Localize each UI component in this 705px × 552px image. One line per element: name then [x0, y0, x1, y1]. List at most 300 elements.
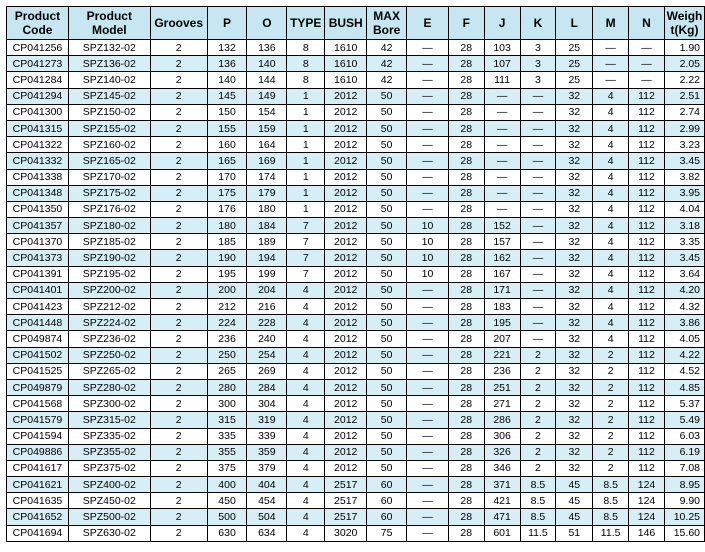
table-cell: 304 — [247, 396, 287, 412]
table-cell: 159 — [247, 120, 287, 136]
table-cell: 355 — [207, 444, 247, 460]
table-cell: 50 — [367, 234, 407, 250]
table-cell: 4 — [287, 347, 325, 363]
table-cell: — — [407, 347, 449, 363]
table-cell: 2 — [520, 460, 556, 476]
table-cell: 1 — [287, 153, 325, 169]
table-cell: 1 — [287, 169, 325, 185]
table-cell: 2 — [150, 379, 207, 395]
table-cell: 4 — [593, 185, 629, 201]
table-cell: 3.23 — [664, 137, 704, 153]
table-cell: 112 — [629, 460, 665, 476]
table-cell: 4 — [287, 412, 325, 428]
table-cell: 145 — [207, 88, 247, 104]
table-row — [7, 493, 705, 509]
table-cell: 1610 — [325, 40, 367, 56]
table-cell: 50 — [367, 444, 407, 460]
table-cell: 2012 — [325, 153, 367, 169]
table-cell: — — [520, 169, 556, 185]
table-cell: — — [520, 153, 556, 169]
table-cell: 50 — [367, 250, 407, 266]
column-header — [68, 7, 150, 40]
table-cell: 4 — [287, 444, 325, 460]
table-cell: 240 — [247, 331, 287, 347]
table-cell: 2012 — [325, 282, 367, 298]
table-cell: 112 — [629, 88, 665, 104]
table-cell: 10 — [407, 250, 449, 266]
table-cell: — — [484, 104, 520, 120]
table-cell: — — [407, 88, 449, 104]
table-cell: — — [407, 460, 449, 476]
table-row — [7, 460, 705, 476]
table-cell: 2012 — [325, 185, 367, 201]
table-cell: 50 — [367, 363, 407, 379]
table-cell: SPZ400-02 — [68, 477, 150, 493]
table-cell: 28 — [448, 169, 484, 185]
table-cell: 195 — [484, 315, 520, 331]
table-cell: 8.5 — [520, 493, 556, 509]
table-cell: — — [520, 137, 556, 153]
table-cell: 32 — [556, 460, 593, 476]
table-cell: 112 — [629, 169, 665, 185]
table-cell: 50 — [367, 379, 407, 395]
table-cell: SPZ200-02 — [68, 282, 150, 298]
table-row — [7, 363, 705, 379]
table-cell: 194 — [247, 250, 287, 266]
table-cell: 28 — [448, 104, 484, 120]
table-cell: 2 — [520, 347, 556, 363]
table-cell: 271 — [484, 396, 520, 412]
table-cell: — — [520, 88, 556, 104]
table-cell: 1 — [287, 201, 325, 217]
column-header-line: TYPE — [290, 16, 322, 30]
table-cell: 2012 — [325, 331, 367, 347]
table-cell: 2.74 — [664, 104, 704, 120]
table-cell: 175 — [207, 185, 247, 201]
table-cell: 2012 — [325, 444, 367, 460]
column-header-line: MAX — [373, 9, 400, 23]
table-cell: — — [484, 137, 520, 153]
table-cell: 2012 — [325, 428, 367, 444]
table-cell: 265 — [207, 363, 247, 379]
table-cell: 5.37 — [664, 396, 704, 412]
table-cell: 28 — [448, 493, 484, 509]
table-cell: 2012 — [325, 412, 367, 428]
table-cell: 32 — [556, 363, 593, 379]
table-cell: 4 — [593, 299, 629, 315]
table-cell: 157 — [484, 234, 520, 250]
table-cell: 28 — [448, 40, 484, 56]
table-cell: 28 — [448, 428, 484, 444]
table-row — [7, 412, 705, 428]
table-cell: — — [407, 282, 449, 298]
table-body — [7, 40, 705, 542]
column-header-line: BUSH — [328, 16, 363, 30]
table-cell: 150 — [207, 104, 247, 120]
table-cell: 326 — [484, 444, 520, 460]
table-row — [7, 315, 705, 331]
table-cell: CP041423 — [7, 299, 69, 315]
table-cell: 2 — [150, 299, 207, 315]
table-cell: 10 — [407, 234, 449, 250]
table-cell: 2 — [150, 104, 207, 120]
table-cell: 4 — [287, 379, 325, 395]
table-cell: 50 — [367, 185, 407, 201]
table-cell: 107 — [484, 56, 520, 72]
table-cell: SPZ140-02 — [68, 72, 150, 88]
table-cell: — — [407, 444, 449, 460]
table-cell: 2 — [150, 137, 207, 153]
table-cell: 2 — [150, 509, 207, 525]
table-cell: SPZ190-02 — [68, 250, 150, 266]
table-cell: 1.90 — [664, 40, 704, 56]
table-cell: 375 — [207, 460, 247, 476]
table-cell: 28 — [448, 234, 484, 250]
table-cell: — — [520, 331, 556, 347]
table-row — [7, 396, 705, 412]
table-cell: 45 — [556, 477, 593, 493]
table-cell: 1 — [287, 88, 325, 104]
table-cell: 1610 — [325, 56, 367, 72]
table-cell: 146 — [629, 525, 665, 541]
table-cell: — — [520, 201, 556, 217]
column-header-line: Code — [22, 23, 53, 37]
table-cell: 28 — [448, 412, 484, 428]
table-cell: 165 — [207, 153, 247, 169]
table-cell: 2 — [593, 460, 629, 476]
table-cell: 2 — [150, 444, 207, 460]
table-row — [7, 266, 705, 282]
table-cell: 112 — [629, 412, 665, 428]
table-cell: 184 — [247, 218, 287, 234]
table-cell: 2 — [593, 363, 629, 379]
table-cell: 2 — [150, 72, 207, 88]
table-cell: 155 — [207, 120, 247, 136]
table-cell: 4 — [287, 282, 325, 298]
table-cell: 32 — [556, 444, 593, 460]
table-row — [7, 250, 705, 266]
column-header — [664, 7, 704, 40]
table-cell: 2 — [520, 363, 556, 379]
table-cell: 3020 — [325, 525, 367, 541]
table-cell: 8 — [287, 72, 325, 88]
table-cell: 112 — [629, 234, 665, 250]
table-cell: 28 — [448, 525, 484, 541]
table-cell: — — [407, 169, 449, 185]
table-cell: 2 — [150, 88, 207, 104]
table-cell: 2 — [150, 331, 207, 347]
table-cell: 42 — [367, 40, 407, 56]
table-cell: 2517 — [325, 509, 367, 525]
table-cell: 4 — [287, 493, 325, 509]
table-row — [7, 282, 705, 298]
column-header — [556, 7, 593, 40]
table-cell: 169 — [247, 153, 287, 169]
table-cell: 4 — [593, 218, 629, 234]
table-cell: 2012 — [325, 104, 367, 120]
table-cell: 9.90 — [664, 493, 704, 509]
table-cell: — — [407, 315, 449, 331]
table-row — [7, 444, 705, 460]
table-cell: — — [407, 379, 449, 395]
table-cell: 3.95 — [664, 185, 704, 201]
table-cell: 32 — [556, 169, 593, 185]
table-cell: CP041300 — [7, 104, 69, 120]
table-cell: 28 — [448, 477, 484, 493]
table-cell: 4.85 — [664, 379, 704, 395]
table-cell: SPZ176-02 — [68, 201, 150, 217]
table-row — [7, 428, 705, 444]
column-header-line: P — [223, 16, 232, 30]
column-header — [593, 7, 629, 40]
table-cell: 112 — [629, 104, 665, 120]
table-cell: — — [593, 56, 629, 72]
table-cell: 25 — [556, 40, 593, 56]
table-cell: SPZ265-02 — [68, 363, 150, 379]
table-cell: SPZ335-02 — [68, 428, 150, 444]
table-cell: 124 — [629, 493, 665, 509]
table-cell: CP041502 — [7, 347, 69, 363]
table-cell: 251 — [484, 379, 520, 395]
table-cell: 2012 — [325, 169, 367, 185]
table-cell: 2012 — [325, 363, 367, 379]
column-header-line: N — [642, 16, 651, 30]
table-cell: 4 — [593, 282, 629, 298]
table-cell: 2012 — [325, 88, 367, 104]
table-cell: 136 — [207, 56, 247, 72]
table-cell: CP049886 — [7, 444, 69, 460]
table-cell: SPZ170-02 — [68, 169, 150, 185]
column-header-line: K — [533, 16, 543, 30]
table-cell: 400 — [207, 477, 247, 493]
table-cell: 50 — [367, 218, 407, 234]
column-header-line: Product — [86, 9, 132, 23]
table-cell: — — [484, 153, 520, 169]
table-cell: 124 — [629, 477, 665, 493]
table-cell: 1 — [287, 137, 325, 153]
table-cell: 112 — [629, 363, 665, 379]
table-cell: 2.05 — [664, 56, 704, 72]
table-row — [7, 169, 705, 185]
table-cell: 160 — [207, 137, 247, 153]
table-cell: 25 — [556, 72, 593, 88]
table-row — [7, 104, 705, 120]
table-cell: CP041338 — [7, 169, 69, 185]
table-cell: SPZ160-02 — [68, 137, 150, 153]
table-cell: 471 — [484, 509, 520, 525]
table-cell: 2 — [593, 412, 629, 428]
table-cell: SPZ175-02 — [68, 185, 150, 201]
column-header — [448, 7, 484, 40]
table-cell: 2.99 — [664, 120, 704, 136]
column-header — [629, 7, 665, 40]
table-cell: 4 — [287, 460, 325, 476]
table-cell: 315 — [207, 412, 247, 428]
table-cell: 2012 — [325, 201, 367, 217]
table-cell: SPZ132-02 — [68, 40, 150, 56]
table-row — [7, 379, 705, 395]
table-cell: 162 — [484, 250, 520, 266]
table-cell: 2012 — [325, 250, 367, 266]
table-cell: — — [520, 282, 556, 298]
table-cell: 2 — [150, 477, 207, 493]
table-cell: CP041594 — [7, 428, 69, 444]
column-header — [520, 7, 556, 40]
table-row — [7, 477, 705, 493]
table-cell: 4 — [593, 120, 629, 136]
table-cell: — — [407, 509, 449, 525]
table-cell: 75 — [367, 525, 407, 541]
table-cell: SPZ145-02 — [68, 88, 150, 104]
table-cell: — — [593, 40, 629, 56]
table-cell: 404 — [247, 477, 287, 493]
table-cell: 28 — [448, 185, 484, 201]
table-cell: 199 — [247, 266, 287, 282]
table-cell: 2012 — [325, 266, 367, 282]
column-header — [247, 7, 287, 40]
table-cell: 2 — [150, 234, 207, 250]
table-cell: 504 — [247, 509, 287, 525]
table-cell: 112 — [629, 315, 665, 331]
table-cell: 250 — [207, 347, 247, 363]
table-cell: SPZ315-02 — [68, 412, 150, 428]
table-cell: — — [407, 56, 449, 72]
table-cell: 28 — [448, 153, 484, 169]
table-row — [7, 218, 705, 234]
table-cell: 28 — [448, 396, 484, 412]
table-cell: CP041401 — [7, 282, 69, 298]
table-cell: 4 — [593, 250, 629, 266]
column-header — [484, 7, 520, 40]
table-cell: 280 — [207, 379, 247, 395]
table-cell: 4.05 — [664, 331, 704, 347]
table-cell: SPZ165-02 — [68, 153, 150, 169]
table-cell: 2 — [150, 282, 207, 298]
table-cell: 4 — [287, 315, 325, 331]
table-cell: 60 — [367, 477, 407, 493]
table-cell: 4 — [593, 88, 629, 104]
table-cell: 195 — [207, 266, 247, 282]
table-cell: SPZ250-02 — [68, 347, 150, 363]
table-cell: CP041621 — [7, 477, 69, 493]
table-cell: 1 — [287, 120, 325, 136]
table-cell: 50 — [367, 169, 407, 185]
table-cell: 167 — [484, 266, 520, 282]
table-cell: SPZ355-02 — [68, 444, 150, 460]
table-row — [7, 347, 705, 363]
table-cell: 112 — [629, 218, 665, 234]
table-cell: CP049874 — [7, 331, 69, 347]
table-cell: 4 — [593, 201, 629, 217]
table-cell: 28 — [448, 347, 484, 363]
table-cell: 421 — [484, 493, 520, 509]
table-cell: 11.5 — [520, 525, 556, 541]
table-cell: 112 — [629, 153, 665, 169]
table-cell: 2 — [150, 185, 207, 201]
table-cell: — — [520, 218, 556, 234]
table-cell: 50 — [367, 396, 407, 412]
table-cell: — — [407, 137, 449, 153]
table-cell: — — [593, 72, 629, 88]
table-cell: CP041322 — [7, 137, 69, 153]
table-cell: 112 — [629, 137, 665, 153]
table-cell: 335 — [207, 428, 247, 444]
table-cell: 190 — [207, 250, 247, 266]
table-cell: 8.5 — [520, 509, 556, 525]
table-cell: 221 — [484, 347, 520, 363]
table-cell: SPZ155-02 — [68, 120, 150, 136]
table-cell: 2 — [520, 444, 556, 460]
table-cell: 112 — [629, 379, 665, 395]
table-cell: CP041332 — [7, 153, 69, 169]
table-cell: 216 — [247, 299, 287, 315]
table-cell: 3.45 — [664, 250, 704, 266]
table-cell: 112 — [629, 120, 665, 136]
table-cell: 28 — [448, 331, 484, 347]
table-cell: CP041350 — [7, 201, 69, 217]
table-cell: CP041652 — [7, 509, 69, 525]
column-header-line: Product — [14, 9, 61, 23]
table-cell: 3 — [520, 56, 556, 72]
table-cell: 170 — [207, 169, 247, 185]
column-header-line: Grooves — [154, 16, 203, 30]
table-cell: SPZ450-02 — [68, 493, 150, 509]
table-cell: 15.60 — [664, 525, 704, 541]
table-cell: 2012 — [325, 234, 367, 250]
column-header — [325, 7, 367, 40]
table-cell: — — [407, 201, 449, 217]
column-header — [150, 7, 207, 40]
table-cell: 112 — [629, 201, 665, 217]
table-cell: 1610 — [325, 72, 367, 88]
table-cell: 4 — [287, 396, 325, 412]
table-cell: 2517 — [325, 477, 367, 493]
table-cell: — — [407, 40, 449, 56]
table-row — [7, 56, 705, 72]
table-cell: 634 — [247, 525, 287, 541]
table-cell: SPZ180-02 — [68, 218, 150, 234]
table-cell: 2 — [520, 396, 556, 412]
table-cell: 28 — [448, 72, 484, 88]
table-cell: CP041694 — [7, 525, 69, 541]
table-cell: 306 — [484, 428, 520, 444]
table-cell: 10.25 — [664, 509, 704, 525]
table-cell: 2 — [150, 396, 207, 412]
table-cell: 28 — [448, 379, 484, 395]
table-cell: 7 — [287, 218, 325, 234]
table-cell: 32 — [556, 137, 593, 153]
table-cell: 132 — [207, 40, 247, 56]
table-cell: 50 — [367, 153, 407, 169]
table-cell: CP041294 — [7, 88, 69, 104]
table-cell: 2012 — [325, 315, 367, 331]
table-cell: 28 — [448, 299, 484, 315]
table-cell: CP041525 — [7, 363, 69, 379]
table-cell: 112 — [629, 396, 665, 412]
table-cell: 28 — [448, 315, 484, 331]
table-row — [7, 153, 705, 169]
table-cell: 3 — [520, 72, 556, 88]
table-cell: 112 — [629, 347, 665, 363]
table-row — [7, 40, 705, 56]
table-cell: — — [520, 234, 556, 250]
table-cell: 28 — [448, 218, 484, 234]
table-cell: 3.45 — [664, 153, 704, 169]
column-header — [367, 7, 407, 40]
table-cell: 236 — [207, 331, 247, 347]
table-cell: SPZ280-02 — [68, 379, 150, 395]
table-cell: 60 — [367, 493, 407, 509]
